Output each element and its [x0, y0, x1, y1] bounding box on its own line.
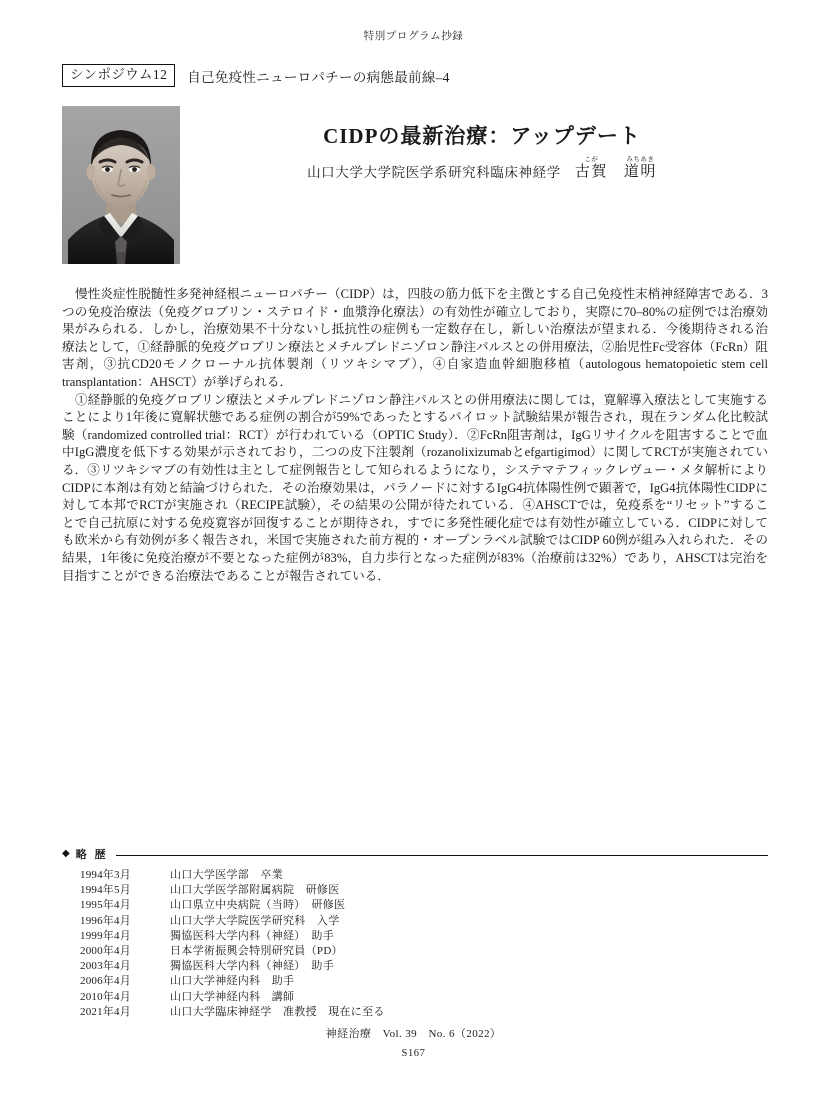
cv-description: 山口県立中央病院（当時） 研修医 [170, 899, 346, 912]
cv-description: 山口大学臨床神経学 准教授 現在に至る [170, 1005, 385, 1018]
cv-description: 山口大学神経内科 講師 [170, 990, 295, 1003]
cv-row [62, 898, 768, 913]
cv-row [62, 959, 768, 974]
cv-date: 2003年4月 [80, 960, 131, 973]
cv-date: 2021年4月 [80, 1005, 131, 1018]
cv-row [62, 1005, 768, 1020]
cv-row [62, 974, 768, 989]
cv-row [62, 868, 768, 883]
page-number: S167 [401, 1048, 426, 1059]
author-given-name [624, 156, 657, 181]
cv-description: 山口大学医学部附属病院 研修医 [170, 884, 340, 897]
cv-date: 2000年4月 [80, 945, 131, 958]
session-theme: 自己免疫性ニューロパチーの病態最前線–4 [187, 69, 450, 85]
abstract-paragraph-1: 慢性炎症性脱髄性多発神経根ニューロパチー（CIDP）は，四肢の筋力低下を主徴とする自己免疫性末梢神経障害である．3つの免疫治療法（免疫グロブリン・ステロイド・血漿浄化療法）の有効性が確立しており，実際に70–80%の症例では治療効果がみられる．しかし，治療効果不十分ないし抵抗性の症例も一定数存在し，新しい治療法が望まれる．今後期待される治療法として，①経静脈的免疫グロブリン療法とメチルプレドニゾロン静注パルスとの併用療法，②胎児性Fc受容体（FcRn）阻害剤，③抗CD20モノクローナル抗体製剤（リツキシマブ），④自家造血幹細胞移植（autologous hematopoietic stem cell transplantation：AHSCT）が挙げられる． [62, 287, 768, 389]
cv-description: 山口大学医学部 卒業 [170, 869, 283, 881]
cv-row [62, 990, 768, 1005]
cv-description: 日本学術振興会特別研究員（PD） [170, 945, 343, 958]
author-given-kanji: 道明 [623, 164, 657, 180]
portrait-illustration [62, 106, 180, 264]
journal-citation: 神経治療 Vol. 39 No. 6（2022） [325, 1028, 502, 1040]
cv-row [62, 914, 768, 929]
cv-date: 1994年3月 [80, 869, 131, 881]
abstract-paragraph-2: ①経静脈的免疫グロブリン療法とメチルプレドニゾロン静注パルスとの併用療法に関しては，寛解導入療法として実施することにより1年後に寛解状態である症例の割合が59%であったとするパイロット試験結果が報告され，現在ランダム化比較試験（randomized controlled trial：RCT）が行われている（OPTIC Study）．②FcRn阻害剤は，IgGリサイクルを阻害することで血中IgG濃度を低下する効果が示されており，二つの皮下注製剤（rozanolixizumabとefgartigimod）に関してRCTが実施されている．③リツキシマブの有効性は主として症例報告として知られるようになり，システマテフィックレヴュー・メタ解析によりCIDPに本剤は有効と結論づけられた．その治療効果は，パラノードに対するIgG4抗体陽性例で顕著で，IgG4抗体陽性CIDPに対して本邦でRCTが実施され（RECIPE試験），その結果の公開が待たれている．④AHSCTでは，免疫系を“リセット”することで自己抗原に対する免疫寛容が回復することが期待され，すでに多発性硬化症では有効性が確立している．CIDPに対しても欧米から有効例が多く報告され，米国で実施された前方視的・オープンラベル試験ではCIDP 60例が組み入れられた．その結果，1年後に免疫治療が不要となった症例が83%，自力歩行となった症例が83%（治療前は32%）であり，AHSCTは完治を目指すことができる治療法であることが報告されている． [62, 392, 768, 583]
cv-date: 1995年4月 [80, 899, 131, 912]
author-portrait-photo [62, 106, 180, 264]
cv-date: 2006年4月 [80, 975, 131, 988]
author-surname-furigana: こが [584, 156, 599, 163]
author-surname [575, 156, 608, 181]
abstract-body [62, 286, 768, 585]
curriculum-vitae-section [62, 846, 768, 1020]
running-head: 特別プログラム抄録 [363, 31, 464, 42]
session-number-box: シンポジウム12 [62, 64, 175, 87]
cv-date: 1994年5月 [80, 884, 131, 897]
author-affiliation: 山口大学大学院医学系研究科臨床神経学 [307, 165, 561, 180]
diamond-bullet-icon: ◆ [62, 848, 70, 859]
cv-entry-list [62, 868, 768, 1020]
author-given-furigana: みちあき [626, 156, 655, 163]
cv-row [62, 883, 768, 898]
cv-row [62, 929, 768, 944]
author-name [575, 156, 657, 181]
cv-date: 1999年4月 [80, 929, 131, 942]
cv-date: 2010年4月 [80, 990, 131, 1003]
page-footer [0, 1025, 827, 1063]
author-surname-kanji: 古賀 [574, 164, 608, 180]
cv-heading-rule [116, 855, 768, 856]
cv-description: 獨協医科大学内科（神経） 助手 [170, 929, 334, 942]
cv-heading [62, 846, 768, 862]
cv-description: 山口大学大学院医学研究科 入学 [170, 914, 340, 927]
cv-heading-label: 略 歴 [75, 849, 108, 861]
cv-description: 獨協医科大学内科（神経） 助手 [170, 960, 334, 973]
session-header [62, 64, 450, 87]
cv-row [62, 944, 768, 959]
article-title: CIDPの最新治療：アップデート [323, 124, 641, 149]
cv-description: 山口大学神経内科 助手 [170, 975, 295, 988]
article-byline [196, 156, 768, 181]
cv-date: 1996年4月 [80, 914, 131, 927]
